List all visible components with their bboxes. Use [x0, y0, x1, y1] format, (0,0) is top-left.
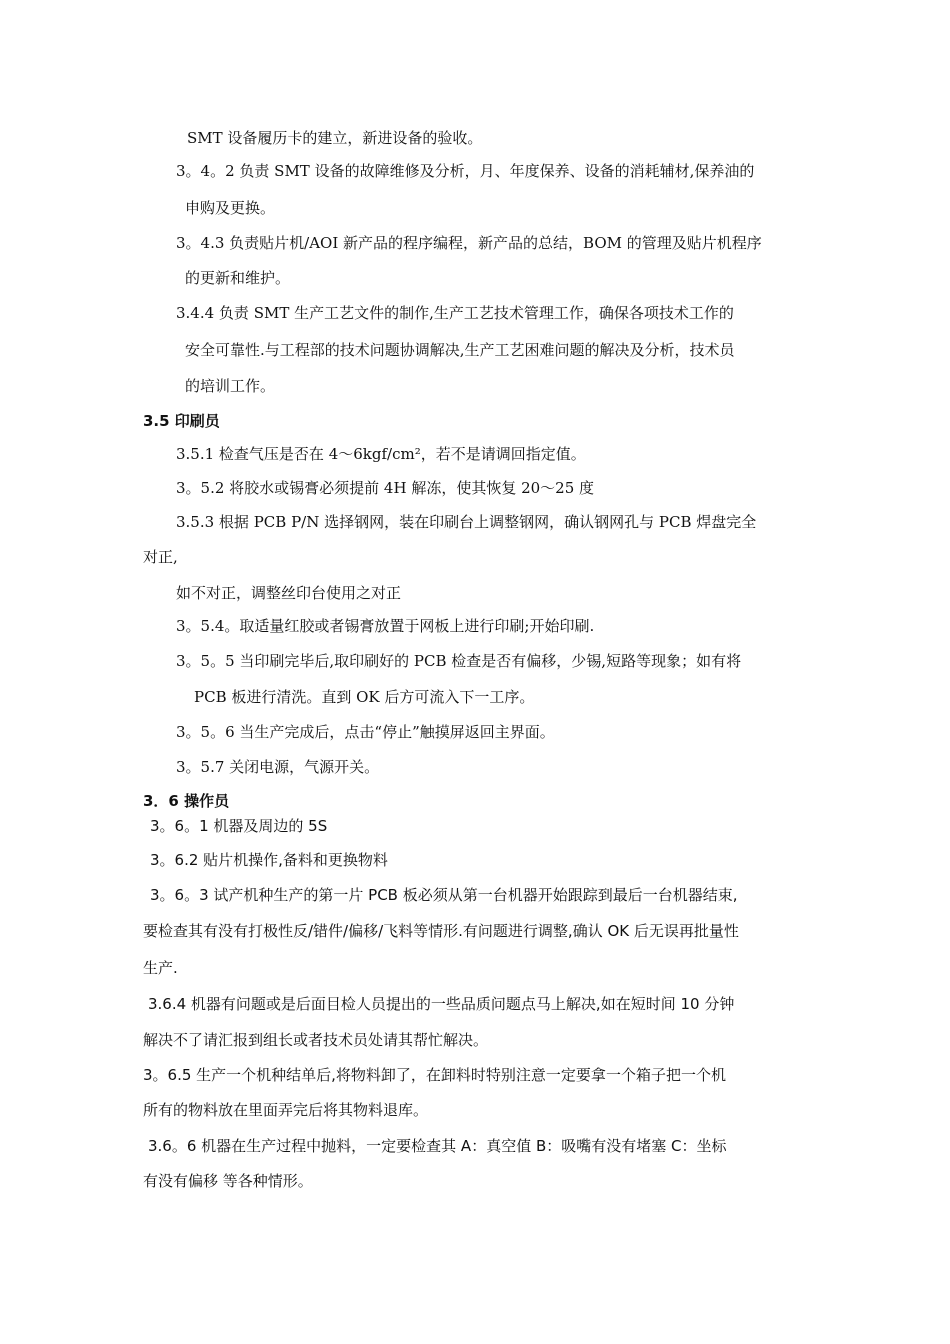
text-line: 3。5.4。取适量红胶或者锡膏放置于网板上进行印刷;开始印刷.	[176, 617, 595, 635]
text-line: 3。6。3 试产机种生产的第一片 PCB 板必须从第一台机器开始跟踪到最后一台机器结束,	[150, 886, 738, 904]
text-line: 3。5.7 关闭电源，气源开关。	[176, 758, 380, 776]
text-line: 3.5.3 根据 PCB P/N 选择钢网，装在印刷台上调整钢网，确认钢网孔与 PCB 焊盘完全	[176, 513, 757, 531]
text-line: 3.5.1 检查气压是否在 4～6kgf/cm²，若不是请调回指定值。	[176, 445, 586, 463]
text-line: 的培训工作。	[185, 377, 276, 395]
text-line: 3。5。5 当印刷完毕后,取印刷好的 PCB 检查是否有偏移，少锡,短路等现象；如有将	[176, 652, 742, 670]
section-heading: 3.5 印刷员	[143, 412, 220, 430]
text-line: 3.4.4 负责 SMT 生产工艺文件的制作,生产工艺技术管理工作，确保各项技术工作的	[176, 304, 734, 322]
text-line: 解决不了请汇报到组长或者技术员处请其帮忙解决。	[143, 1031, 489, 1049]
text-line: 所有的物料放在里面弄完后将其物料退库。	[143, 1101, 429, 1119]
text-line: 如不对正，调整丝印台使用之对正	[176, 584, 402, 602]
text-line: 有没有偏移 等各种情形。	[143, 1172, 313, 1190]
section-heading: 3．6 操作员	[143, 792, 230, 810]
text-line: 3.6.4 机器有问题或是后面目检人员提出的一些品质问题点马上解决,如在短时间 10 分钟	[148, 995, 735, 1013]
text-line: SMT 设备履历卡的建立，新进设备的验收。	[187, 129, 483, 147]
text-line: PCB 板进行清洗。直到 OK 后方可流入下一工序。	[194, 688, 535, 706]
text-line: 生产.	[143, 959, 178, 977]
text-line: 要检查其有没有打极性反/错件/偏移/飞料等情形.有问题进行调整,确认 OK 后无误再批量性	[143, 922, 739, 940]
text-line: 对正,	[143, 548, 178, 566]
text-line: 3。6。1 机器及周边的 5S	[150, 817, 328, 835]
text-line: 3。6.2 贴片机操作,备料和更换物料	[150, 851, 388, 869]
text-line: 的更新和维护。	[185, 269, 291, 287]
text-line: 安全可靠性.与工程部的技术问题协调解决,生产工艺困难问题的解决及分析，技术员	[185, 341, 735, 359]
text-line: 3.6。6 机器在生产过程中抛料，一定要检查其 A：真空值 B：吸嘴有没有堵塞 C：坐标	[148, 1137, 727, 1155]
text-line: 3。6.5 生产一个机种结单后,将物料卸了，在卸料时特别注意一定要拿一个箱子把一个机	[143, 1066, 726, 1084]
text-line: 申购及更换。	[185, 199, 276, 217]
text-line: 3。5.2 将胶水或锡膏必须提前 4H 解冻，使其恢复 20～25 度	[176, 479, 595, 497]
text-line: 3。4。2 负责 SMT 设备的故障维修及分析，月、年度保养、设备的消耗辅材,保养油的	[176, 162, 755, 180]
text-line: 3。5。6 当生产完成后，点击“停止”触摸屏返回主界面。	[176, 723, 555, 741]
text-line: 3。4.3 负责贴片机/AOI 新产品的程序编程，新产品的总结，BOM 的管理及贴片机程序	[176, 234, 762, 252]
